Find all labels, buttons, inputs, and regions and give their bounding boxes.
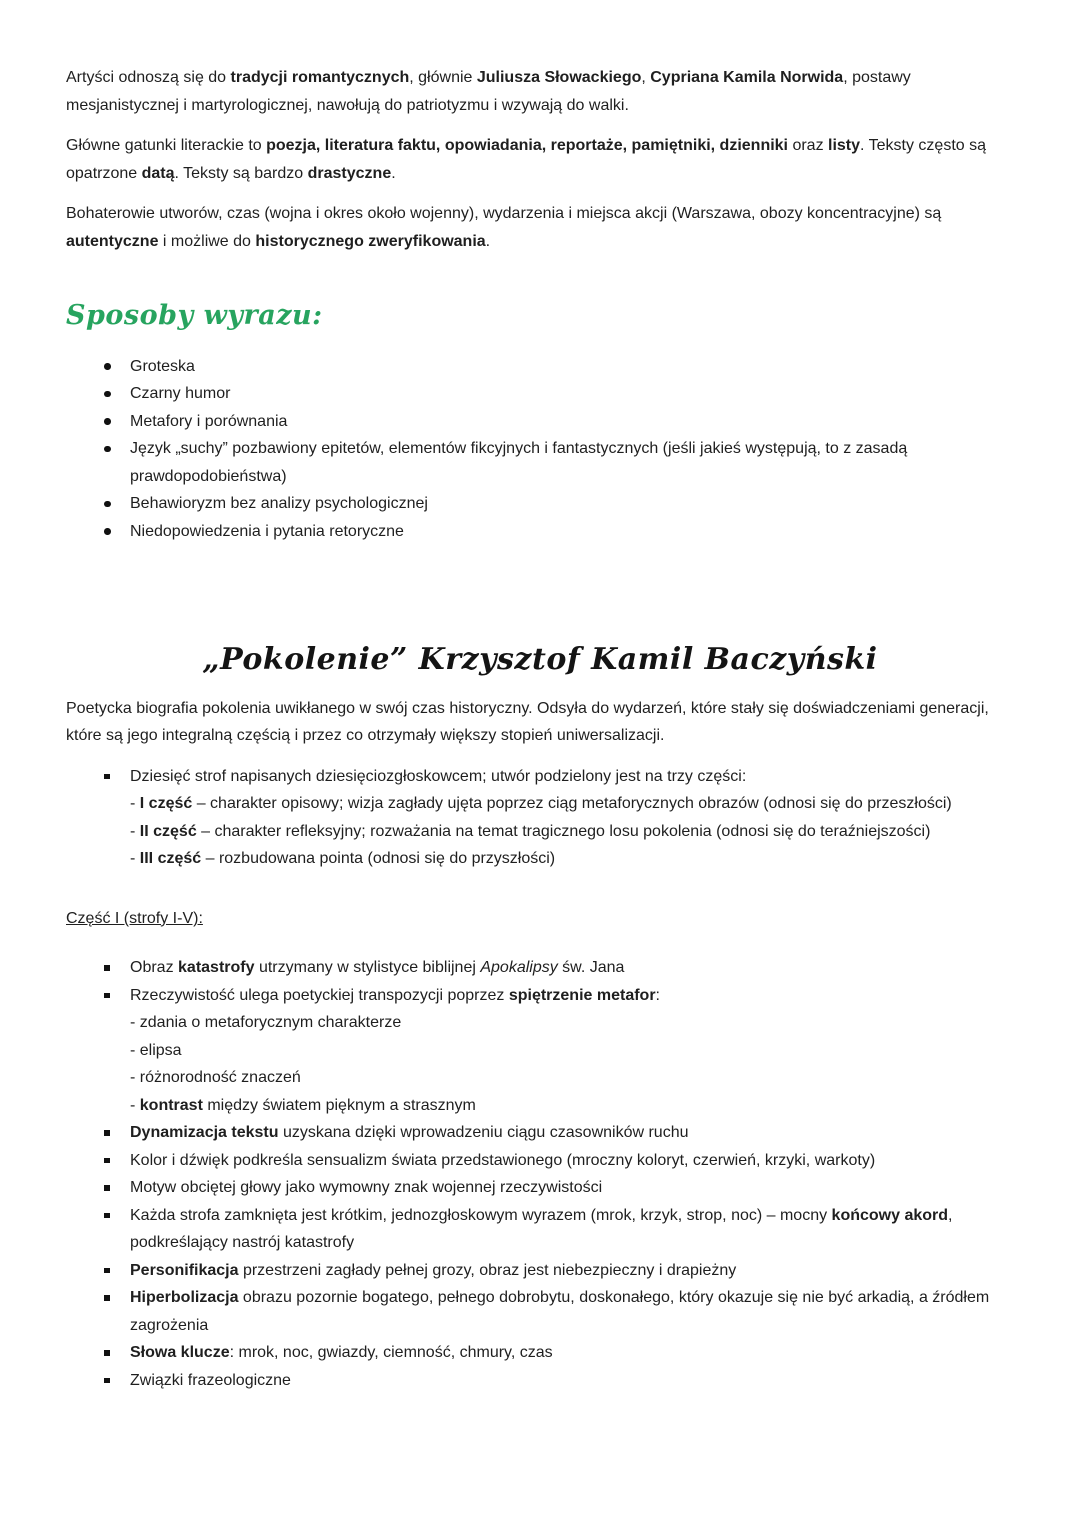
list-item-text: Czarny humor: [130, 385, 231, 403]
pokolenie-title: „Pokolenie” Krzysztof Kamil Baczyński: [202, 642, 878, 678]
list-item: [66, 380, 1014, 408]
czesc1-heading: Część I (strofy I-V):: [66, 909, 203, 927]
list-item: [66, 1339, 1014, 1367]
pokolenie-intro-paragraph: Poetycka biografia pokolenia uwikłanego w swój czas historyczny. Odsyła do wydarzeń, które stały się doświadczeniami generacji, które są jego integralną częścią i przez co otrzymały większy stopień uniwersalizacji.: [66, 699, 989, 745]
item-line: Motyw obciętej głowy jako wymowny znak wojennej rzeczywistości: [130, 1179, 603, 1197]
list-item: [66, 408, 1014, 436]
list-item: [66, 763, 1014, 873]
item-line: - różnorodność znaczeń: [130, 1069, 301, 1087]
list-item: [66, 1284, 1014, 1339]
item-line: - zdania o metaforycznym charakterze: [130, 1014, 402, 1032]
list-item: [66, 1257, 1014, 1285]
item-line: Słowa klucze: mrok, noc, gwiazdy, ciemność, chmury, czas: [130, 1344, 553, 1362]
item-line: - kontrast między światem pięknym a strasznym: [130, 1096, 476, 1114]
list-item: [66, 353, 1014, 381]
item-line: Rzeczywistość ulega poetyckiej transpozycji poprzez spiętrzenie metafor:: [130, 986, 660, 1004]
list-item-text: Niedopowiedzenia i pytania retoryczne: [130, 522, 404, 540]
list-item-text: Behawioryzm bez analizy psychologicznej: [130, 495, 428, 513]
list-item: [66, 1202, 1014, 1257]
intro-paragraph-1: Artyści odnoszą się do tradycji romantycznych, głównie Juliusza Słowackiego, Cypriana Kamila Norwida, postawy mesjanistycznej i martyrologicznej, nawołują do patriotyzmu i wzywają do walki.: [66, 69, 911, 114]
item-line: Dziesięć strof napisanych dziesięciozgłoskowcem; utwór podzielony jest na trzy części:: [130, 767, 747, 785]
list-item-text: Metafory i porównania: [130, 412, 288, 430]
list-item-text: Język „suchy” pozbawiony epitetów, elementów fikcyjnych i fantastycznych (jeśli jakieś występują, to z zasadą prawdopodobieństwa): [130, 440, 908, 485]
poem-structure-list: [66, 763, 1014, 873]
intro-paragraph-3: Bohaterowie utworów, czas (wojna i okres około wojenny), wydarzenia i miejsca akcji (Warszawa, obozy koncentracyjne) są autentyczne i możliwe do historycznego zweryfikowania.: [66, 205, 942, 250]
czesc1-analysis-list: [66, 954, 1014, 1394]
item-line: - elipsa: [130, 1041, 182, 1059]
intro-paragraph-2: Główne gatunki literackie to poezja, literatura faktu, opowiadania, reportaże, pamiętniki, dzienniki oraz listy. Teksty często są opatrzone datą. Teksty są bardzo drastyczne.: [66, 137, 987, 182]
list-item: [66, 518, 1014, 546]
list-item-text: Groteska: [130, 357, 195, 375]
list-item: [66, 1367, 1014, 1395]
item-line: Hiperbolizacja obrazu pozornie bogatego, pełnego dobrobytu, doskonałego, który okazuje się nie być arkadią, a źródłem zagrożenia: [130, 1289, 990, 1334]
item-line: Dynamizacja tekstu uzyskana dzięki wprowadzeniu ciągu czasowników ruchu: [130, 1124, 689, 1142]
list-item: [66, 1174, 1014, 1202]
item-line: Kolor i dźwięk podkreśla sensualizm świata przedstawionego (mroczny koloryt, czerwień, krzyki, warkoty): [130, 1151, 876, 1169]
list-item: [66, 490, 1014, 518]
item-line: Personifikacja przestrzeni zagłady pełnej grozy, obraz jest niebezpieczny i drapieżny: [130, 1261, 737, 1279]
item-line: - III część – rozbudowana pointa (odnosi się do przyszłości): [130, 850, 556, 868]
list-item: [66, 1147, 1014, 1175]
list-item: [66, 954, 1014, 982]
item-line: Związki frazeologiczne: [130, 1371, 291, 1389]
item-line: - I część – charakter opisowy; wizja zagłady ujęta poprzez ciąg metaforycznych obrazów (odnosi się do przeszłości): [130, 795, 952, 813]
list-item: [66, 435, 1014, 490]
item-line: - II część – charakter refleksyjny; rozważania na temat tragicznego losu pokolenia (odnosi się do teraźniejszości): [130, 822, 931, 840]
sposoby-wyrazu-heading: Sposoby wyrazu:: [66, 300, 323, 331]
item-line: Obraz katastrofy utrzymany w stylistyce biblijnej Apokalipsy św. Jana: [130, 959, 625, 977]
sposoby-wyrazu-list: [66, 353, 1014, 546]
list-item: [66, 1119, 1014, 1147]
list-item: [66, 982, 1014, 1120]
item-line: Każda strofa zamknięta jest krótkim, jednozgłoskowym wyrazem (mrok, krzyk, strop, noc) – mocny końcowy akord, podkreślający nastrój katastrofy: [130, 1206, 953, 1252]
